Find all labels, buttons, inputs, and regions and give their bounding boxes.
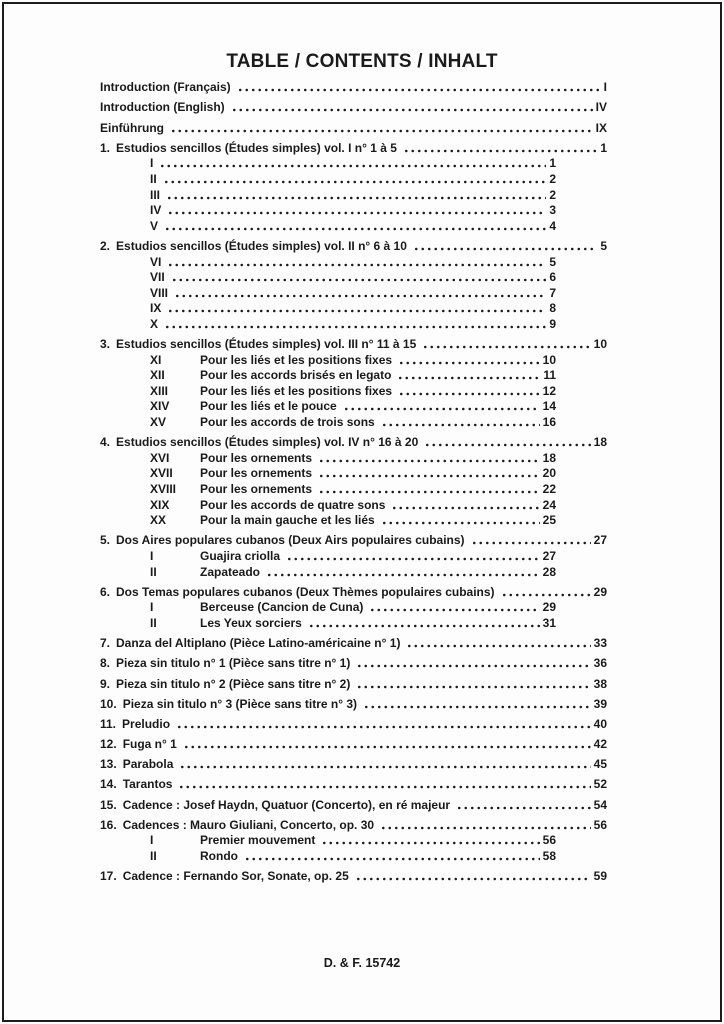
toc-entry: [100, 695, 607, 711]
entry-page-number: 45: [593, 757, 607, 772]
entry-label: Pieza sin titulo n° 1 (Pièce sans titre n° 1): [116, 656, 351, 671]
subentry-page-number: 1: [549, 156, 556, 171]
toc-subentry: [100, 253, 556, 269]
dot-leader: [266, 573, 540, 577]
entry-number: 13.: [100, 757, 117, 772]
toc-front-entry: [100, 119, 607, 135]
toc-subentry: [100, 547, 556, 563]
subentry-numeral: VIII: [150, 285, 169, 300]
toc-entry: [100, 715, 607, 731]
toc-entry: [100, 237, 607, 253]
dot-leader: [456, 806, 591, 810]
toc-subentry: [100, 465, 556, 481]
subentry-page-number: 10: [542, 352, 556, 367]
subentry-page-number: 3: [549, 203, 556, 218]
dot-leader: [174, 294, 546, 298]
entry-label: Dos Temas populares cubanos (Deux Thèmes populaires cubains): [116, 584, 495, 599]
subentry-label: Pour les liés et les positions fixes: [200, 383, 393, 398]
subentry-page-number: 6: [549, 270, 556, 285]
entry-number: 9.: [100, 676, 111, 691]
toc-subentry: [100, 284, 556, 300]
dot-leader: [356, 685, 590, 689]
entry-page-number: 42: [593, 737, 607, 752]
entry-label: Fuga n° 1: [122, 737, 177, 752]
subentry-page-number: 18: [542, 450, 556, 465]
dot-leader: [178, 785, 590, 789]
dot-leader: [397, 376, 540, 380]
dot-leader: [176, 725, 591, 729]
entry-page-number: 18: [593, 435, 607, 450]
subentry-label: Pour les accords brisés en legato: [200, 368, 392, 383]
subentry-numeral: II: [150, 849, 157, 863]
subentry-numeral: XIX: [150, 497, 170, 512]
subentry-page-number: 58: [542, 849, 556, 863]
dot-leader: [356, 664, 590, 668]
dot-leader: [244, 857, 540, 861]
dot-leader: [167, 309, 546, 313]
toc-entry: [100, 655, 607, 671]
dot-leader: [159, 164, 546, 168]
dot-leader: [163, 180, 547, 184]
dot-leader: [318, 490, 540, 494]
subentry-label: Berceuse (Cancion de Cuna): [200, 600, 364, 615]
entry-number: 1.: [100, 140, 111, 155]
entry-label: Introduction (English): [100, 100, 225, 115]
subentry-numeral: XII: [150, 368, 165, 383]
entry-number: 10.: [100, 696, 117, 711]
dot-leader: [170, 129, 593, 133]
subentry-label: Premier mouvement: [200, 833, 316, 848]
subentry-label: Guajira criolla: [200, 548, 281, 563]
entry-number: 7.: [100, 636, 111, 651]
dot-leader: [167, 263, 546, 267]
subentry-page-number: 25: [542, 513, 556, 528]
toc-entry: [100, 776, 607, 792]
subentry-numeral: I: [150, 600, 154, 615]
toc-subentry: [100, 170, 556, 186]
subentry-page-number: 16: [542, 415, 556, 430]
toc-entry: [100, 816, 607, 832]
entry-label: Einführung: [100, 120, 164, 135]
dot-leader: [403, 149, 597, 153]
toc-subentry: [100, 847, 556, 863]
dot-leader: [164, 325, 546, 329]
toc-subentry: [100, 832, 556, 848]
toc-subentry: [100, 300, 556, 316]
dot-leader: [167, 211, 546, 215]
dot-leader: [171, 278, 547, 282]
entry-page-number: 1: [600, 140, 607, 155]
dot-leader: [406, 644, 590, 648]
toc-subentry: [100, 398, 556, 414]
toc-subentry: [100, 496, 556, 512]
toc-entry: [100, 583, 607, 599]
subentry-page-number: 8: [549, 301, 556, 316]
entry-label: Cadence : Josef Haydn, Quatuor (Concerto), en ré majeur: [122, 797, 451, 812]
entry-label: Danza del Altiplano (Pièce Latino-américaine n° 1): [116, 636, 401, 651]
entry-label: Cadences : Mauro Giuliani, Concerto, op. 30: [122, 817, 375, 832]
subentry-page-number: 31: [542, 615, 556, 630]
subentry-label: Pour la main gauche et les liés: [200, 513, 375, 528]
entry-page-number: 33: [593, 636, 607, 651]
dot-leader: [166, 196, 546, 200]
dot-leader: [381, 423, 540, 427]
subentry-page-number: 56: [542, 833, 556, 848]
dot-leader: [308, 624, 540, 628]
subentry-numeral: XIV: [150, 399, 170, 414]
subentry-page-number: 9: [549, 316, 556, 331]
subentry-numeral: XV: [150, 415, 167, 430]
toc-entry: [100, 532, 607, 548]
toc-subentry: [100, 413, 556, 429]
entry-page-number: 10: [593, 337, 607, 352]
dot-leader: [391, 506, 539, 510]
entry-page-number: 40: [593, 716, 607, 731]
entry-label: Estudios sencillos (Études simples) vol. II n° 6 à 10: [116, 238, 407, 253]
subentry-page-number: 14: [542, 399, 556, 414]
entry-number: 8.: [100, 656, 111, 671]
toc-entry: [100, 635, 607, 651]
subentry-numeral: XVIII: [150, 482, 177, 496]
toc-front-entry: [100, 99, 607, 115]
entry-label: Estudios sencillos (Études simples) vol. IV n° 16 à 20: [116, 435, 419, 450]
subentry-label: Rondo: [200, 849, 238, 863]
toc-subentry: [100, 480, 556, 496]
entry-page-number: 29: [593, 584, 607, 599]
table-of-contents: [100, 74, 607, 883]
toc-front-entry: [100, 79, 607, 95]
subentry-numeral: XVII: [150, 466, 173, 481]
entry-number: 16.: [100, 817, 117, 832]
dot-leader: [179, 765, 590, 769]
toc-subentry: [100, 614, 556, 630]
entry-number: 11.: [100, 716, 117, 731]
entry-label: Estudios sencillos (Études simples) vol. III n° 11 à 15: [116, 337, 417, 352]
entry-page-number: 38: [593, 676, 607, 691]
dot-leader: [286, 557, 540, 561]
subentry-numeral: IV: [150, 203, 162, 218]
subentry-page-number: 2: [549, 187, 556, 202]
subentry-page-number: 7: [549, 285, 556, 300]
subentry-numeral: X: [150, 316, 159, 331]
subentry-page-number: 29: [542, 600, 556, 615]
dot-leader: [318, 474, 540, 478]
entry-page-number: 27: [593, 533, 607, 548]
toc-subentry: [100, 563, 556, 579]
entry-page-number: 56: [593, 817, 607, 832]
toc-subentry: [100, 512, 556, 528]
toc-subentry: [100, 449, 556, 465]
toc-subentry: [100, 202, 556, 218]
entry-label: Cadence : Fernando Sor, Sonate, op. 25: [122, 869, 349, 884]
toc-subentry: [100, 186, 556, 202]
subentry-numeral: III: [150, 187, 161, 202]
subentry-page-number: 2: [549, 171, 556, 186]
toc-entry: [100, 434, 607, 450]
subentry-label: Pour les ornements: [200, 450, 313, 465]
entry-label: Pieza sin titulo n° 3 (Pièce sans titre n° 3): [122, 696, 358, 711]
subentry-numeral: I: [150, 156, 154, 171]
subentry-numeral: VII: [150, 270, 165, 285]
entry-label: Pieza sin titulo n° 2 (Pièce sans titre n° 2): [116, 676, 351, 691]
dot-leader: [183, 745, 591, 749]
subentry-page-number: 27: [542, 548, 556, 563]
entry-page-number: 54: [593, 797, 607, 812]
toc-entry: [100, 139, 607, 155]
subentry-label: Pour les accords de trois sons: [200, 415, 375, 430]
subentry-page-number: 28: [542, 564, 556, 579]
toc-entry: [100, 868, 607, 884]
dot-leader: [380, 826, 591, 830]
subentry-page-number: 5: [549, 254, 556, 269]
subentry-page-number: 24: [542, 497, 556, 512]
entry-label: Estudios sencillos (Études simples) vol. I n° 1 à 5: [116, 140, 397, 155]
entry-page-number: 59: [593, 869, 607, 884]
dot-leader: [501, 593, 591, 597]
toc-subentry: [100, 155, 556, 171]
entry-page-number: 36: [593, 656, 607, 671]
entry-number: 17.: [100, 869, 117, 884]
entry-page-number: IX: [595, 120, 607, 135]
toc-subentry: [100, 382, 556, 398]
entry-label: Preludio: [122, 716, 171, 731]
dot-leader: [237, 88, 601, 92]
entry-number: 4.: [100, 435, 111, 450]
dot-leader: [343, 407, 540, 411]
entry-number: 2.: [100, 238, 111, 253]
subentry-numeral: VI: [150, 254, 162, 269]
dot-leader: [398, 392, 540, 396]
toc-entry: [100, 796, 607, 812]
subentry-label: Pour les ornements: [200, 482, 313, 496]
subentry-page-number: 11: [543, 368, 556, 383]
subentry-page-number: 4: [549, 218, 556, 233]
dot-leader: [398, 361, 540, 365]
page-title: TABLE / CONTENTS / INHALT: [226, 50, 498, 72]
toc-subentry: [100, 367, 556, 383]
dot-leader: [164, 227, 546, 231]
entry-number: 14.: [100, 777, 117, 792]
subentry-numeral: XIII: [150, 383, 169, 398]
toc-subentry: [100, 599, 556, 615]
subentry-label: Pour les liés et le pouce: [200, 399, 337, 414]
dot-leader: [363, 705, 591, 709]
subentry-page-number: 22: [542, 482, 556, 496]
subentry-page-number: 12: [542, 383, 556, 398]
entry-number: 12.: [100, 737, 117, 752]
dot-leader: [422, 345, 590, 349]
entry-number: 15.: [100, 797, 117, 812]
toc-entry: [100, 675, 607, 691]
subentry-label: Zapateado: [200, 564, 261, 579]
entry-page-number: I: [603, 80, 607, 95]
subentry-label: Pour les ornements: [200, 466, 313, 481]
subentry-numeral: II: [150, 564, 157, 579]
entry-page-number: 39: [593, 696, 607, 711]
entry-label: Parabola: [122, 757, 174, 772]
dot-leader: [471, 541, 591, 545]
subentry-numeral: XVI: [150, 450, 170, 465]
entry-number: 5.: [100, 533, 111, 548]
toc-subentry: [100, 217, 556, 233]
subentry-numeral: IX: [150, 301, 162, 316]
entry-label: Introduction (Français): [100, 80, 231, 95]
dot-leader: [321, 841, 539, 845]
subentry-numeral: XX: [150, 513, 167, 528]
subentry-numeral: XI: [150, 352, 162, 367]
dot-leader: [369, 608, 539, 612]
toc-entry: [100, 756, 607, 772]
plate-number: D. & F. 15742: [323, 956, 401, 970]
toc-subentry: [100, 269, 556, 285]
subentry-label: Pour les liés et les positions fixes: [200, 352, 393, 367]
toc-subentry: [100, 351, 556, 367]
entry-label: Dos Aires populares cubanos (Deux Airs populaires cubains): [116, 533, 465, 548]
dot-leader: [318, 459, 540, 463]
toc-entry: [100, 335, 607, 351]
toc-subentry: [100, 315, 556, 331]
subentry-label: Les Yeux sorciers: [200, 615, 302, 630]
dot-leader: [424, 443, 590, 447]
dot-leader: [355, 877, 591, 881]
subentry-numeral: I: [150, 548, 154, 563]
entry-page-number: 52: [593, 777, 607, 792]
subentry-numeral: I: [150, 833, 154, 848]
subentry-numeral: V: [150, 218, 159, 233]
dot-leader: [413, 247, 597, 251]
entry-page-number: IV: [595, 100, 607, 115]
entry-number: 6.: [100, 584, 111, 599]
entry-label: Tarantos: [122, 777, 173, 792]
subentry-label: Pour les accords de quatre sons: [200, 497, 386, 512]
subentry-numeral: II: [150, 615, 157, 630]
toc-entry: [100, 735, 607, 751]
entry-page-number: 5: [600, 238, 607, 253]
subentry-page-number: 20: [542, 466, 556, 481]
dot-leader: [381, 521, 540, 525]
entry-number: 3.: [100, 337, 111, 352]
dot-leader: [231, 108, 593, 112]
subentry-numeral: II: [150, 171, 157, 186]
